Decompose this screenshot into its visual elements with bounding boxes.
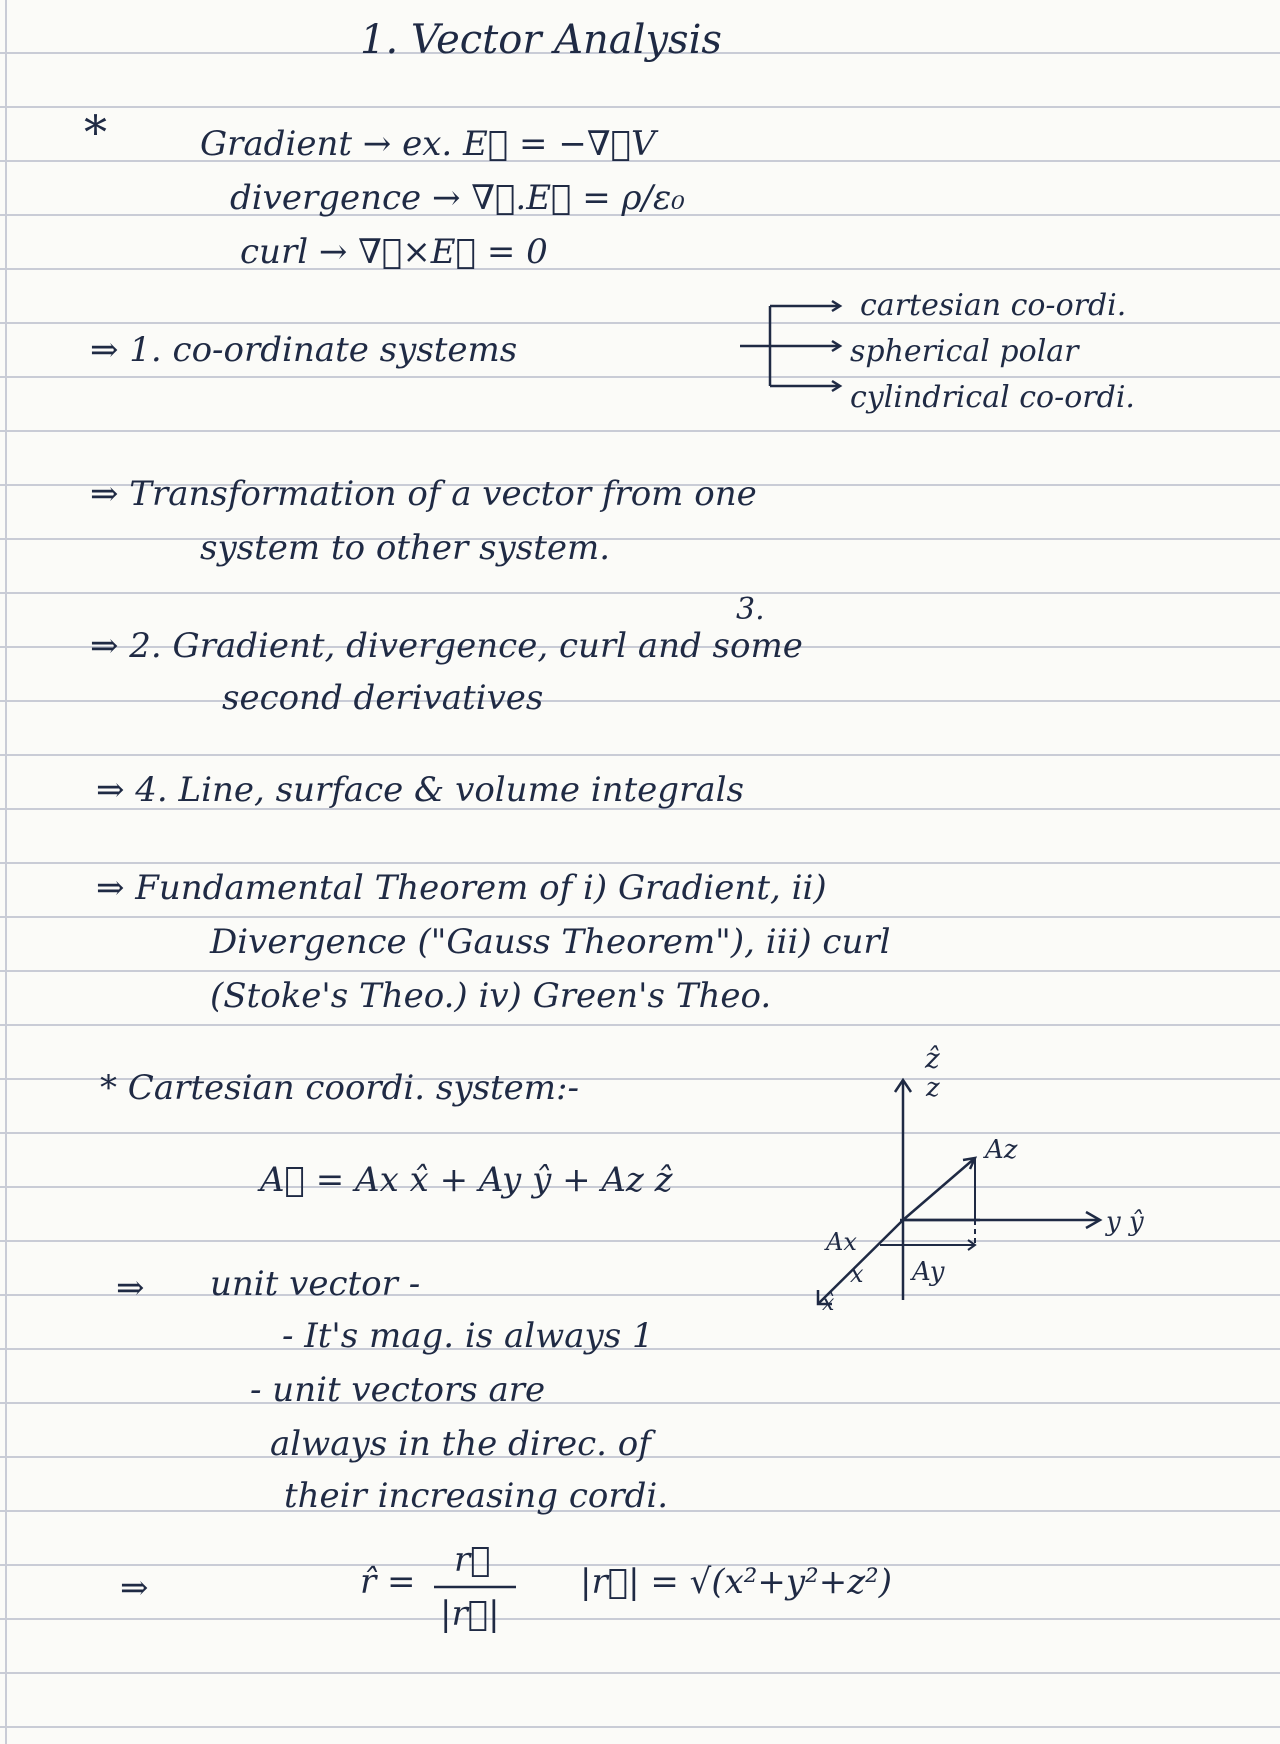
divergence-line: divergence → ∇⃗.E⃗ = ρ/ε₀ [230,178,685,218]
theorems-line-3: (Stoke's Theo.) iv) Green's Theo. [210,976,772,1016]
unit-vector-point-4: their increasing cordi. [284,1476,669,1516]
fraction-bar [430,1584,520,1590]
diagram-ay: Ay [912,1257,945,1287]
integrals-line: ⇒ 4. Line, surface & volume integrals [96,770,744,810]
number-mark: 3. [736,592,765,627]
cartesian-equation: A⃗ = Ax x̂ + Ay ŷ + Az ẑ [260,1160,673,1200]
fraction-numerator: r⃗ [454,1540,491,1580]
coordinate-bracket [740,296,850,396]
unit-vector-point-2: - unit vectors are [250,1370,546,1410]
fraction-denominator: |r⃗| [440,1594,500,1634]
option-spherical: spherical polar [850,334,1079,369]
diagram-az: Az [985,1135,1018,1165]
diagram-y: y ŷ [1106,1207,1144,1237]
transformation-line-2: system to other system. [200,528,611,568]
gradient-line: Gradient → ex. E⃗ = −∇⃗V [200,124,656,164]
page-title: 1. Vector Analysis [360,17,722,63]
magnitude-formula: |r⃗| = √(x²+y²+z²) [580,1562,893,1602]
diagram-x-hat: x̂ [822,1291,835,1316]
curl-line: curl → ∇⃗×E⃗ = 0 [240,232,548,272]
theorems-line-1: ⇒ Fundamental Theorem of i) Gradient, ii) [96,868,827,908]
theorems-line-2: Divergence ("Gauss Theorem"), iii) curl [210,922,891,962]
unit-vector-point-1: - It's mag. is always 1 [282,1316,654,1356]
transformation-line-1: ⇒ Transformation of a vector from one [90,474,757,514]
unit-vector-arrow: ⇒ [116,1268,145,1308]
cartesian-heading: * Cartesian coordi. system:- [100,1068,579,1108]
coordinate-systems-label: ⇒ 1. co-ordinate systems [90,330,518,370]
option-cylindrical: cylindrical co-ordi. [850,380,1135,415]
diagram-x: x [850,1260,864,1288]
r-hat-label: r̂ = [360,1562,416,1602]
second-derivatives-line-2: second derivatives [222,678,544,718]
option-cartesian: cartesian co-ordi. [860,288,1127,323]
star-bullet-1: * [84,105,107,159]
formula-arrow: ⇒ [120,1568,149,1608]
diagram-z: z [926,1073,940,1103]
unit-vector-point-3: always in the direc. of [270,1424,651,1464]
second-derivatives-line-1: ⇒ 2. Gradient, divergence, curl and some [90,626,803,666]
cartesian-axes-diagram [800,1040,1200,1370]
diagram-z-hat: ẑ [925,1042,940,1075]
diagram-ax: Ax [826,1228,857,1256]
unit-vector-title: unit vector - [210,1264,421,1304]
